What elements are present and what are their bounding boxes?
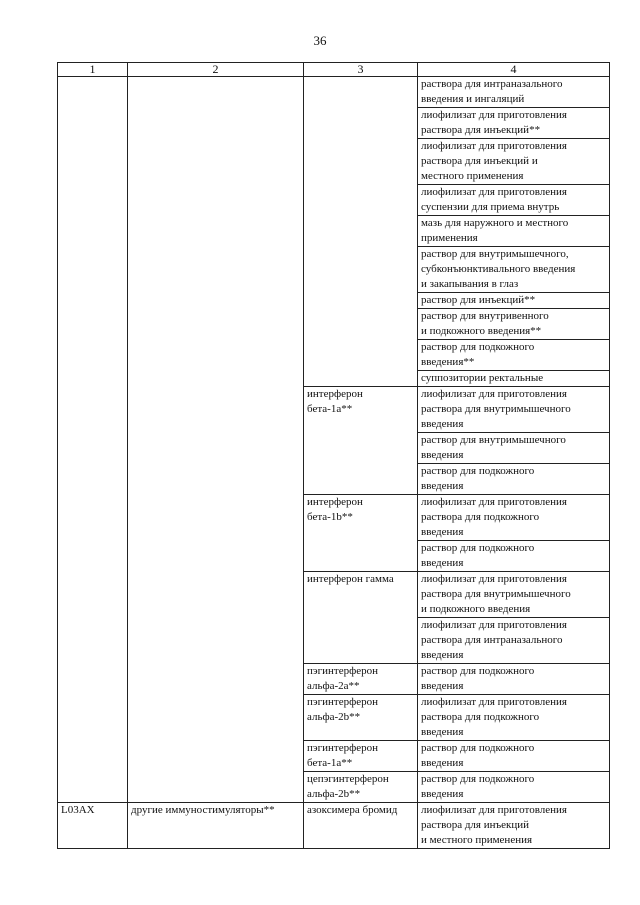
dosage-form-cell: раствор для инъекций** — [418, 293, 610, 309]
dosage-form-cell: раствор для внутримышечного введения — [418, 433, 610, 464]
table-body — [58, 77, 610, 849]
column-header-4: 4 — [418, 63, 610, 77]
group-cell — [128, 77, 304, 803]
drug-name-cell: интерферон бета-1b** — [304, 495, 418, 572]
drug-name-cell: цепэгинтерферон альфа-2b** — [304, 772, 418, 803]
dosage-form-cell: лиофилизат для приготовления раствора для подкожного введения — [418, 695, 610, 741]
dosage-form-cell: лиофилизат для приготовления суспензии для приема внутрь — [418, 185, 610, 216]
group-cell: другие иммуностимуляторы** — [128, 803, 304, 849]
drug-name-cell: пэгинтерферон альфа-2а** — [304, 664, 418, 695]
dosage-form-cell: раствор для подкожного введения — [418, 772, 610, 803]
dosage-form-cell: раствор для подкожного введения — [418, 541, 610, 572]
code-cell — [58, 77, 128, 803]
drug-name-cell: пэгинтерферон альфа-2b** — [304, 695, 418, 741]
drug-name-cell: азоксимера бромид — [304, 803, 418, 849]
document-table — [57, 62, 610, 849]
dosage-form-cell: раствора для интраназального введения и ингаляций — [418, 77, 610, 108]
dosage-form-cell: лиофилизат для приготовления раствора для внутримышечного введения — [418, 387, 610, 433]
dosage-form-cell: лиофилизат для приготовления раствора для интраназального введения — [418, 618, 610, 664]
dosage-form-cell: лиофилизат для приготовления раствора для инъекций и местного применения — [418, 139, 610, 185]
dosage-form-cell: лиофилизат для приготовления раствора для инъекций** — [418, 108, 610, 139]
dosage-form-cell: раствор для подкожного введения — [418, 741, 610, 772]
column-header-1: 1 — [58, 63, 128, 77]
table-row — [58, 77, 610, 108]
column-header-3: 3 — [304, 63, 418, 77]
dosage-form-cell: раствор для подкожного введения — [418, 664, 610, 695]
dosage-form-cell: раствор для внутримышечного, субконъюнктивального введения и закапывания в глаз — [418, 247, 610, 293]
dosage-form-cell: лиофилизат для приготовления раствора для инъекций и местного применения — [418, 803, 610, 849]
code-cell: L03AX — [58, 803, 128, 849]
dosage-form-cell: лиофилизат для приготовления раствора для подкожного введения — [418, 495, 610, 541]
header-row — [58, 63, 610, 77]
dosage-form-cell: раствор для внутривенного и подкожного введения** — [418, 309, 610, 340]
dosage-form-cell: суппозитории ректальные — [418, 371, 610, 387]
dosage-form-cell: мазь для наружного и местного применения — [418, 216, 610, 247]
column-header-2: 2 — [128, 63, 304, 77]
page-number: 36 — [313, 33, 327, 48]
dosage-form-cell: раствор для подкожного введения — [418, 464, 610, 495]
table-row — [58, 803, 610, 849]
dosage-form-cell: раствор для подкожного введения** — [418, 340, 610, 371]
drug-name-cell: интерферон гамма — [304, 572, 418, 664]
drug-name-cell — [304, 77, 418, 387]
table-header — [58, 63, 610, 77]
drug-name-cell: пэгинтерферон бета-1а** — [304, 741, 418, 772]
drug-name-cell: интерферон бета-1а** — [304, 387, 418, 495]
dosage-form-cell: лиофилизат для приготовления раствора для внутримышечного и подкожного введения — [418, 572, 610, 618]
